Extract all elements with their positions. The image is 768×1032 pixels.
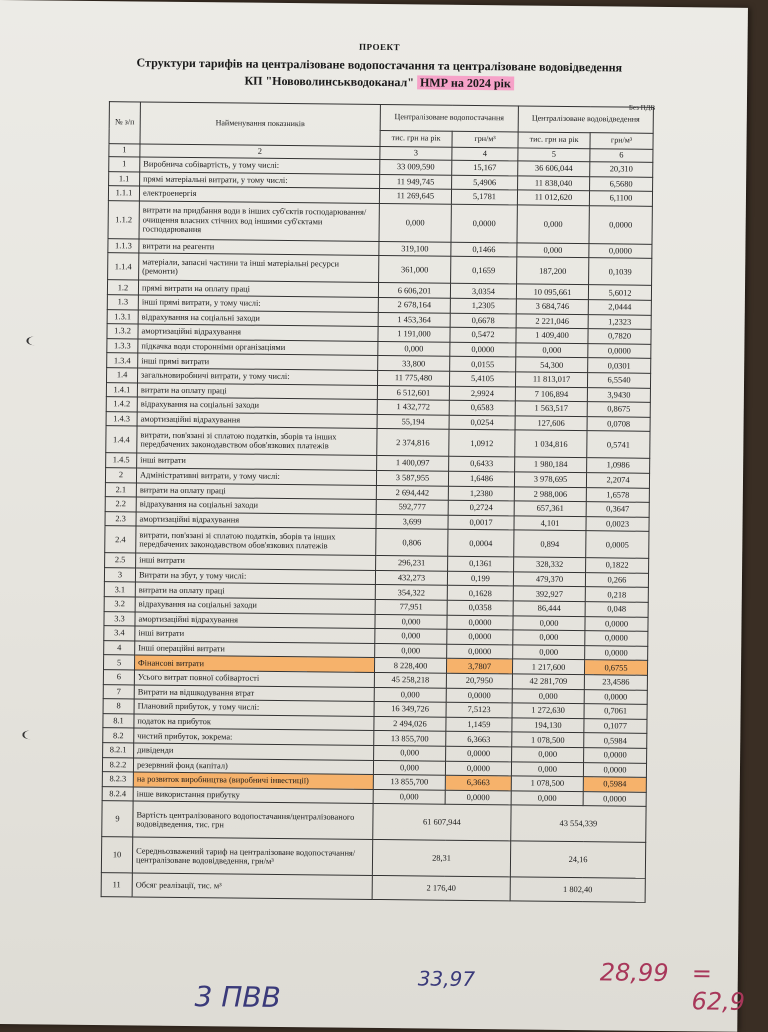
summary-row	[101, 873, 645, 903]
drainage-summary-cell: 43 554,339	[511, 805, 646, 842]
water-total-cell: 11 269,645	[379, 189, 451, 204]
document-title: Структури тарифів на централізоване водопостачання та централізоване водовідведення	[136, 55, 623, 75]
water-per-m3-cell: 0,0000	[447, 629, 513, 644]
header-row	[109, 102, 653, 134]
drainage-per-m3-cell: 0,0000	[583, 791, 646, 806]
row-name: резервний фонд (капітал)	[133, 758, 373, 775]
highlighted-period: НМР на 2024 рік	[417, 75, 514, 90]
drainage-total-cell: 1 078,500	[512, 732, 584, 747]
row-name: підкачка води сторонніми організаціями	[138, 339, 378, 356]
drainage-total-cell: 1 980,184	[515, 457, 587, 472]
row-name: Виробнича собівартість, у тому числі:	[140, 157, 380, 174]
drainage-total-cell: 1 563,517	[515, 401, 587, 416]
column-index: 2	[140, 144, 380, 160]
water-total-cell: 1 432,772	[377, 400, 449, 415]
drainage-total-cell: 0,000	[516, 343, 588, 358]
water-total-cell: 0,000	[375, 643, 447, 658]
water-per-m3-cell: 0,1361	[448, 556, 514, 571]
drainage-per-m3-cell: 5,6012	[588, 285, 651, 300]
drainage-per-m3-cell: 0,048	[585, 602, 648, 617]
row-name: відрахування на соціальні заходи	[137, 397, 377, 414]
drainage-per-m3-cell: 0,0708	[587, 416, 650, 431]
water-per-m3-cell: 0,5472	[450, 327, 516, 342]
drainage-total-cell: 11 813,017	[515, 372, 587, 387]
water-total-cell: 354,322	[375, 585, 447, 600]
header-unit: тис. грн на рік	[380, 130, 452, 147]
water-per-m3-cell: 0,0000	[447, 615, 513, 630]
water-total-cell: 592,777	[376, 500, 448, 515]
row-number: 1.1.2	[108, 200, 139, 238]
drainage-per-m3-cell: 0,1039	[589, 258, 652, 286]
drainage-total-cell: 0,000	[513, 645, 585, 660]
drainage-total-cell: 0,000	[513, 630, 585, 645]
drainage-per-m3-cell: 1,0986	[587, 458, 650, 473]
drainage-per-m3-cell: 0,5984	[583, 777, 646, 792]
row-number: 8.2.2	[102, 757, 133, 772]
row-number: 1.4	[107, 368, 138, 383]
drainage-summary-cell: 24,16	[510, 841, 645, 878]
water-total-cell: 8 228,400	[374, 658, 446, 673]
water-per-m3-cell: 2,9924	[449, 386, 515, 401]
row-name: Обсяг реалізації, тис. м³	[132, 873, 372, 900]
water-total-cell: 77,951	[375, 600, 447, 615]
drainage-total-cell: 194,130	[512, 718, 584, 733]
header-name: Найменування показників	[140, 102, 380, 147]
drainage-per-m3-cell: 0,8675	[587, 402, 650, 417]
drainage-total-cell: 0,000	[511, 791, 583, 806]
drainage-total-cell: 86,444	[513, 601, 585, 616]
drainage-per-m3-cell: 0,0000	[584, 748, 647, 763]
drainage-total-cell: 0,000	[517, 205, 589, 244]
water-total-cell: 2 694,442	[376, 485, 448, 500]
water-per-m3-cell: 1,1459	[446, 717, 512, 732]
drainage-per-m3-cell: 0,218	[585, 587, 648, 602]
row-number: 1.3.1	[107, 309, 138, 324]
water-per-m3-cell: 3,7807	[446, 659, 512, 674]
handwritten-note: 3 ПВВ	[194, 980, 281, 1014]
drainage-total-cell: 2 221,046	[516, 313, 588, 328]
column-index: 1	[109, 144, 140, 157]
drainage-per-m3-cell: 6,1100	[589, 191, 652, 206]
drainage-total-cell: 54,300	[516, 357, 588, 372]
drainage-total-cell: 127,606	[515, 416, 587, 431]
drainage-total-cell: 0,000	[511, 761, 583, 776]
column-index: 5	[518, 148, 590, 162]
row-name: загальновиробничі витрати, у тому числі:	[138, 368, 378, 385]
water-per-m3-cell: 0,0358	[447, 600, 513, 615]
row-name: амортизаційні відрахування	[137, 412, 377, 429]
row-name: Плановий прибуток, у тому числі:	[134, 699, 374, 716]
row-number: 1.1.4	[108, 253, 139, 280]
water-per-m3-cell: 15,167	[452, 160, 518, 175]
water-per-m3-cell: 1,6486	[448, 471, 514, 486]
water-summary-cell: 2 176,40	[372, 876, 510, 901]
water-total-cell: 2 678,164	[378, 297, 450, 312]
row-name: відрахування на соціальні заходи	[135, 597, 375, 614]
row-name: Середньозважений тариф на централізоване водопостачання/централізоване водовідведення, грн/м³	[132, 837, 372, 876]
water-per-m3-cell: 0,0000	[450, 342, 516, 357]
water-per-m3-cell: 0,0000	[446, 688, 512, 703]
drainage-total-cell: 36 606,044	[518, 161, 590, 176]
row-number: 5	[103, 655, 134, 670]
drainage-total-cell: 3 978,695	[514, 472, 586, 487]
row-name: інші витрати	[137, 453, 377, 470]
header-unit: грн/м³	[590, 133, 653, 150]
column-index: 6	[590, 149, 653, 163]
water-total-cell: 0,000	[375, 629, 447, 644]
row-number: 1.3.3	[107, 338, 138, 353]
row-name: Адміністративні витрати, у тому числі:	[136, 468, 376, 485]
row-number: 1.3.2	[107, 324, 138, 339]
water-total-cell: 0,806	[376, 529, 448, 557]
row-number: 1.4.2	[106, 397, 137, 412]
drainage-per-m3-cell: 0,266	[585, 573, 648, 588]
row-name: амортизаційні відрахування	[138, 324, 378, 341]
row-name: відрахування на соціальні заходи	[138, 310, 378, 327]
drainage-per-m3-cell: 0,6755	[584, 660, 647, 675]
document-subtitle	[99, 72, 659, 93]
row-number: 1.4.1	[106, 382, 137, 397]
drainage-total-cell: 1 034,816	[515, 430, 587, 458]
drainage-per-m3-cell: 0,0000	[585, 646, 648, 661]
row-number: 1.4.5	[106, 453, 137, 468]
water-per-m3-cell: 0,0155	[450, 357, 516, 372]
drainage-total-cell: 1 272,630	[512, 703, 584, 718]
row-number: 1.1.1	[108, 186, 139, 201]
row-name: дивіденди	[134, 743, 374, 760]
drainage-total-cell: 2 988,006	[514, 486, 586, 501]
row-number: 1	[109, 157, 140, 172]
water-per-m3-cell: 1,2380	[448, 486, 514, 501]
water-per-m3-cell: 0,6583	[449, 400, 515, 415]
water-total-cell: 0,000	[375, 614, 447, 629]
row-name: витрати на оплату праці	[137, 382, 377, 399]
water-total-cell: 6 512,601	[377, 385, 449, 400]
drainage-per-m3-cell: 0,0000	[588, 343, 651, 358]
row-number: 1.3.4	[107, 353, 138, 368]
drainage-per-m3-cell: 0,7820	[588, 329, 651, 344]
row-number: 1.1.3	[108, 238, 139, 253]
drainage-per-m3-cell: 1,6578	[586, 487, 649, 502]
column-index: 4	[452, 147, 518, 161]
handwritten-note: = 62,9	[691, 959, 746, 1016]
drainage-per-m3-cell: 0,7061	[584, 704, 647, 719]
water-per-m3-cell: 6,3663	[446, 732, 512, 747]
drainage-total-cell: 11 012,620	[517, 190, 589, 205]
row-name: витрати, пов'язані зі сплатою податків, зборів та інших передбачених законодавством обов'язкових платежів	[137, 426, 377, 456]
water-total-cell: 2 374,816	[377, 429, 449, 457]
water-per-m3-cell: 5,4906	[452, 175, 518, 190]
row-name: Вартість централізованого водопостачання/централізованого водовідведення, тис. грн	[133, 801, 373, 840]
row-number: 3.4	[104, 626, 135, 641]
water-per-m3-cell: 0,1628	[447, 586, 513, 601]
drainage-total-cell: 187,200	[517, 257, 589, 285]
row-name: прямі матеріальні витрати, у тому числі:	[140, 172, 380, 189]
water-total-cell: 361,000	[379, 256, 451, 284]
handwritten-note: 33,97	[417, 966, 476, 992]
row-number: 10	[101, 837, 132, 873]
water-total-cell: 319,100	[379, 241, 451, 256]
water-total-cell: 33,800	[378, 356, 450, 371]
drainage-total-cell: 1 217,600	[512, 659, 584, 674]
drainage-per-m3-cell: 0,0000	[583, 762, 646, 777]
header-unit: тис. грн на рік	[518, 132, 590, 149]
drainage-per-m3-cell: 20,310	[590, 162, 653, 177]
water-total-cell: 13 855,700	[373, 775, 445, 790]
water-per-m3-cell: 1,0912	[449, 430, 515, 458]
water-total-cell: 16 349,726	[374, 702, 446, 717]
drainage-per-m3-cell: 0,0000	[585, 631, 648, 646]
row-number: 3.2	[104, 597, 135, 612]
water-per-m3-cell: 6,3663	[445, 775, 511, 790]
vat-note: Без ПДВ	[628, 103, 656, 112]
row-name: витрати на оплату праці	[136, 482, 376, 499]
row-name: податок на прибуток	[134, 714, 374, 731]
row-name: Витрати на збут, у тому числі:	[135, 568, 375, 585]
drainage-per-m3-cell: 0,3647	[586, 502, 649, 517]
drainage-per-m3-cell: 0,0005	[586, 531, 649, 559]
row-number: 6	[103, 670, 134, 685]
tariff-structure-table	[101, 101, 654, 903]
water-total-cell: 0,000	[374, 745, 446, 760]
drainage-total-cell: 0,000	[512, 747, 584, 762]
row-name: інші витрати	[135, 626, 375, 643]
row-name: матеріали, запасні частини та інші матеріальні ресурси (ремонти)	[139, 253, 379, 283]
drainage-per-m3-cell: 0,0301	[588, 358, 651, 373]
table-row	[108, 200, 652, 244]
row-number: 1.4.4	[106, 426, 137, 453]
water-per-m3-cell: 0,0000	[447, 644, 513, 659]
drainage-per-m3-cell: 0,0023	[586, 516, 649, 531]
row-number: 3.1	[104, 582, 135, 597]
row-name: Інші операційні витрати	[135, 641, 375, 658]
row-number: 4	[104, 640, 135, 655]
company-name: КП "Нововолинськводоканал"	[244, 73, 415, 90]
water-total-cell: 55,194	[377, 414, 449, 429]
drainage-per-m3-cell: 0,1822	[586, 558, 649, 573]
water-per-m3-cell: 0,199	[447, 571, 513, 586]
drainage-per-m3-cell: 0,0000	[584, 689, 647, 704]
water-total-cell: 0,000	[373, 789, 445, 804]
water-total-cell: 13 855,700	[374, 731, 446, 746]
water-total-cell: 0,000	[373, 760, 445, 775]
water-per-m3-cell: 0,1659	[451, 257, 517, 285]
row-number: 8.2.4	[102, 786, 133, 801]
drainage-total-cell: 3 684,746	[516, 299, 588, 314]
drainage-per-m3-cell: 0,5741	[587, 431, 650, 459]
summary-row	[101, 837, 645, 879]
water-total-cell: 1 453,364	[378, 312, 450, 327]
drainage-total-cell: 0,000	[512, 689, 584, 704]
row-number: 9	[102, 801, 133, 837]
row-name: витрати на оплату праці	[135, 582, 375, 599]
row-name: Фінансові витрати	[134, 655, 374, 672]
row-number: 1.2	[107, 280, 138, 295]
punch-hole-mark	[26, 336, 42, 345]
row-number: 2.4	[105, 526, 136, 553]
drainage-total-cell: 7 106,894	[515, 386, 587, 401]
row-name: відрахування на соціальні заходи	[136, 497, 376, 514]
drainage-per-m3-cell: 6,5540	[587, 373, 650, 388]
row-number: 8.2.3	[102, 772, 133, 787]
water-per-m3-cell: 0,0004	[448, 530, 514, 558]
header-unit: грн/м³	[452, 131, 518, 148]
drainage-per-m3-cell: 0,0000	[585, 616, 648, 631]
drainage-total-cell: 42 281,709	[512, 674, 584, 689]
water-per-m3-cell: 7,5123	[446, 702, 512, 717]
row-name: чистий прибуток, зокрема:	[134, 728, 374, 745]
water-total-cell: 296,231	[376, 556, 448, 571]
row-name: витрати на реагенти	[139, 239, 379, 256]
row-number: 2	[105, 468, 136, 483]
header-num: № з/п	[109, 102, 140, 144]
row-name: витрати на придбання води в інших суб'єктів господарювання/ очищення власних стічних вод іншими суб'єктами господарювання	[139, 201, 379, 242]
row-number: 7	[103, 684, 134, 699]
punch-hole-mark	[22, 730, 38, 739]
row-number: 2.5	[105, 553, 136, 568]
row-number: 2.3	[105, 511, 136, 526]
row-name: інші прямі витрати	[138, 353, 378, 370]
row-name: амортизаційні відрахування	[136, 512, 376, 529]
water-total-cell: 45 258,218	[374, 672, 446, 687]
water-total-cell: 11 949,745	[380, 174, 452, 189]
row-number: 8.1	[103, 713, 134, 728]
drainage-total-cell: 392,927	[513, 586, 585, 601]
water-summary-cell: 61 607,944	[373, 804, 511, 841]
row-name: інші прямі витрати, у тому числі:	[138, 295, 378, 312]
document-header	[99, 39, 659, 93]
water-per-m3-cell: 5,4105	[449, 371, 515, 386]
water-total-cell: 1 191,000	[378, 327, 450, 342]
water-per-m3-cell: 0,0254	[449, 415, 515, 430]
drainage-total-cell: 0,000	[513, 616, 585, 631]
row-number: 8.2	[103, 728, 134, 743]
row-name: Витрати на відшкодування втрат	[134, 685, 374, 702]
row-name: прямі витрати на оплату праці	[138, 280, 378, 297]
water-per-m3-cell: 1,2305	[450, 298, 516, 313]
drainage-per-m3-cell: 0,0000	[589, 205, 652, 244]
header-water-supply: Централізоване водопостачання	[380, 104, 518, 131]
row-name: на розвиток виробництва (виробничі інвестиції)	[133, 772, 373, 789]
water-total-cell: 33 009,590	[380, 159, 452, 174]
row-number: 8	[103, 699, 134, 714]
row-number: 8.2.1	[103, 743, 134, 758]
drainage-total-cell: 0,000	[517, 243, 589, 258]
water-total-cell: 2 494,026	[374, 716, 446, 731]
drainage-per-m3-cell: 3,9430	[587, 387, 650, 402]
drainage-total-cell: 657,361	[514, 501, 586, 516]
water-per-m3-cell: 0,1466	[451, 242, 517, 257]
row-name: Усього витрат повної собівартості	[134, 670, 374, 687]
drainage-per-m3-cell: 0,1077	[584, 718, 647, 733]
water-total-cell: 0,000	[379, 203, 451, 242]
row-name: витрати, пов'язані зі сплатою податків, зборів та інших передбачених законодавством обов'язкових платежів	[136, 526, 376, 556]
water-per-m3-cell: 0,6433	[449, 457, 515, 472]
drainage-total-cell: 0,894	[514, 530, 586, 558]
draft-mark: ПРОЕКТ	[358, 41, 401, 53]
water-per-m3-cell: 0,0000	[445, 761, 511, 776]
drainage-total-cell: 10 095,661	[516, 284, 588, 299]
water-per-m3-cell: 0,2724	[448, 500, 514, 515]
water-total-cell: 0,000	[378, 341, 450, 356]
row-number: 2.2	[105, 497, 136, 512]
summary-row	[102, 801, 646, 843]
row-name: амортизаційні відрахування	[135, 612, 375, 629]
drainage-total-cell: 328,332	[514, 557, 586, 572]
row-number: 3.3	[104, 611, 135, 626]
row-name: інші витрати	[136, 553, 376, 570]
row-number: 11	[101, 873, 132, 897]
row-number: 1.1	[109, 171, 140, 186]
water-total-cell: 3 587,955	[376, 470, 448, 485]
water-per-m3-cell: 0,0000	[446, 746, 512, 761]
water-per-m3-cell: 20,7950	[446, 673, 512, 688]
drainage-total-cell: 1 409,400	[516, 328, 588, 343]
water-total-cell: 3,699	[376, 514, 448, 529]
row-number: 3	[104, 568, 135, 583]
water-total-cell: 1 400,097	[377, 456, 449, 471]
drainage-per-m3-cell: 2,2074	[586, 473, 649, 488]
drainage-per-m3-cell: 1,2323	[588, 314, 651, 329]
water-total-cell: 432,273	[375, 570, 447, 585]
drainage-total-cell: 4,101	[514, 516, 586, 531]
row-number: 1.4.3	[106, 411, 137, 426]
water-per-m3-cell: 0,0000	[451, 204, 517, 243]
water-per-m3-cell: 0,0017	[448, 515, 514, 530]
water-per-m3-cell: 0,0000	[445, 790, 511, 805]
water-per-m3-cell: 5,1781	[451, 189, 517, 204]
row-name: електроенергія	[139, 186, 379, 203]
drainage-per-m3-cell: 0,0000	[589, 243, 652, 258]
water-per-m3-cell: 3,0354	[450, 284, 516, 299]
water-summary-cell: 28,31	[372, 840, 510, 877]
row-number: 2.1	[105, 482, 136, 497]
drainage-total-cell: 479,370	[513, 572, 585, 587]
drainage-per-m3-cell: 2,0444	[588, 300, 651, 315]
row-number: 1.3	[107, 295, 138, 310]
handwritten-note: 28,99	[599, 958, 669, 988]
drainage-per-m3-cell: 23,4586	[584, 675, 647, 690]
water-total-cell: 6 606,201	[378, 283, 450, 298]
column-index: 3	[380, 146, 452, 160]
header-drainage: Централізоване водовідведення	[518, 106, 653, 133]
drainage-total-cell: 1 078,500	[511, 776, 583, 791]
water-total-cell: 0,000	[374, 687, 446, 702]
drainage-per-m3-cell: 0,5984	[584, 733, 647, 748]
drainage-per-m3-cell: 6,5680	[590, 176, 653, 191]
row-name: інше використання прибутку	[133, 787, 373, 804]
drainage-total-cell: 11 838,040	[518, 176, 590, 191]
drainage-summary-cell: 1 802,40	[510, 877, 645, 902]
water-total-cell: 11 775,480	[377, 370, 449, 385]
water-per-m3-cell: 0,6678	[450, 313, 516, 328]
